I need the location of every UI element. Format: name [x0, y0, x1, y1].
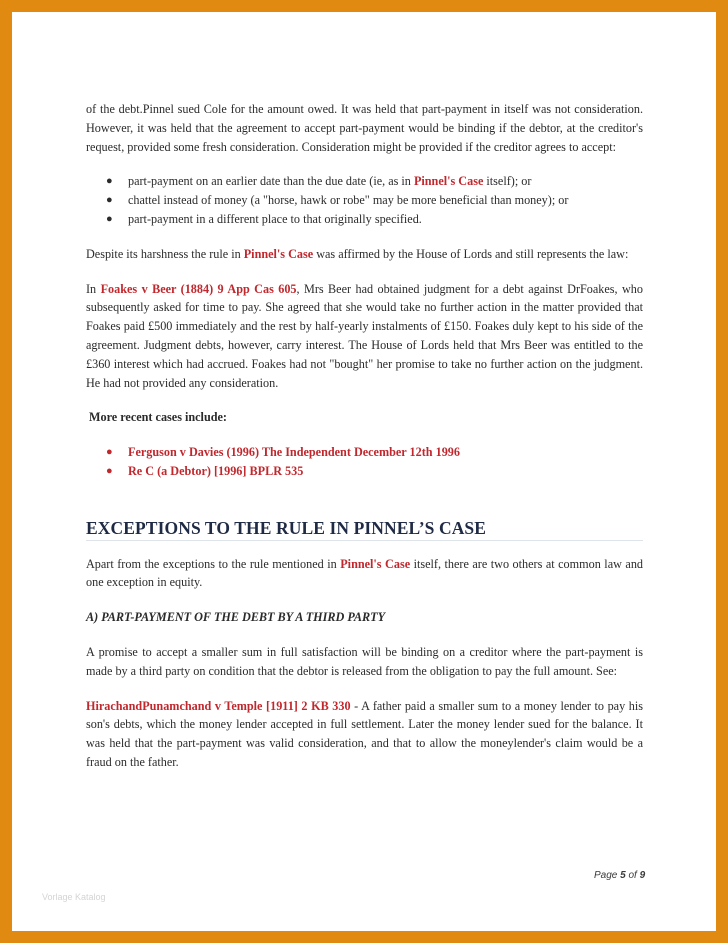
page-footer: Page 5 of 9 [594, 870, 646, 881]
case-citation: Foakes v Beer (1884) 9 App Cas 605 [100, 281, 297, 296]
case-citation: HirachandPunamchand v Temple [1911] 2 KB 330 [86, 698, 351, 713]
bullet-icon: ● [106, 175, 113, 188]
bullet-icon: ● [106, 212, 113, 225]
paragraph-6: HirachandPunamchand v Temple [1911] 2 KB 330 - A father paid a smaller sum to a money lender to pay his son's debts, which the money lender accepted in full settlement. Later the money lender sued for the balance. It was held that the part-payment was valid consideration, and that to allow the moneylender's claim would be a fraud on the father. [86, 698, 643, 769]
bullet-icon: ● [106, 194, 113, 207]
list-item: ● chattel instead of money (a "horse, hawk or robe" may be more beneficial than money); or [86, 191, 643, 210]
recent-cases-heading: More recent cases include: [89, 410, 227, 425]
list-item: ● part-payment in a different place to that originally specified. [86, 210, 643, 229]
list-item [86, 462, 643, 481]
consideration-list [86, 172, 643, 228]
case-citation: Pinnel's Case [340, 556, 411, 571]
recent-cases-list [86, 443, 643, 481]
bullet-icon: ● [106, 446, 113, 459]
case-citation: Pinnel's Case [243, 246, 314, 261]
page-number: 5 [620, 870, 626, 881]
section-heading: EXCEPTIONS TO THE RULE IN PINNEL’S CASE [86, 519, 643, 541]
page-total: 9 [639, 870, 646, 881]
document-page [12, 12, 716, 931]
subheading: A) PART-PAYMENT OF THE DEBT BY A THIRD PARTY [86, 610, 386, 625]
case-citation: Ferguson v Davies (1996) The Independent December 12th 1996 [128, 445, 460, 460]
page-content [86, 100, 643, 772]
paragraph-2: Despite its harshness the rule in Pinnel's Case was affirmed by the House of Lords and still represents the law: [86, 246, 629, 261]
bullet-icon: ● [106, 464, 113, 477]
paragraph-3: In Foakes v Beer (1884) 9 App Cas 605, Mrs Beer had obtained judgment for a debt against DrFoakes, who subsequently asked for time to pay. She agreed that she would take no further action in the matter provided that Foakes paid £500 immediately and the rest by half-yearly instalments of £150. Foakes duly kept to his side of the agreement. Judgment debts, however, carry interest. The House of Lords held that Mrs Beer was entitled to the £360 interest which had accrued. Foakes had not "bought" her promise to take no further action on the judgment. He had not provided any consideration. [86, 281, 643, 390]
paragraph-1: of the debt.Pinnel sued Cole for the amount owed. It was held that part-payment in itself was not consideration. However, it was held that the agreement to accept part-payment would be binding if the debtor, at the creditor's request, provided some fresh consideration. Consideration might be provided if the creditor agrees to accept: [86, 102, 643, 154]
list-item: ● part-payment on an earlier date than the due date (ie, as in Pinnel's Case itself); or [86, 172, 643, 191]
case-citation: Re C (a Debtor) [1996] BPLR 535 [128, 463, 304, 478]
watermark: Vorlage Katalog [42, 892, 106, 902]
paragraph-5: A promise to accept a smaller sum in full satisfaction will be binding on a creditor where the part-payment is made by a third party on condition that the debtor is released from the obligation to pay the full amount. See: [86, 644, 643, 678]
paragraph-4: Apart from the exceptions to the rule mentioned in Pinnel's Case itself, there are two others at common law and one exception in equity. [86, 556, 644, 590]
case-citation: Pinnel's Case [413, 174, 484, 189]
list-item [86, 443, 643, 462]
